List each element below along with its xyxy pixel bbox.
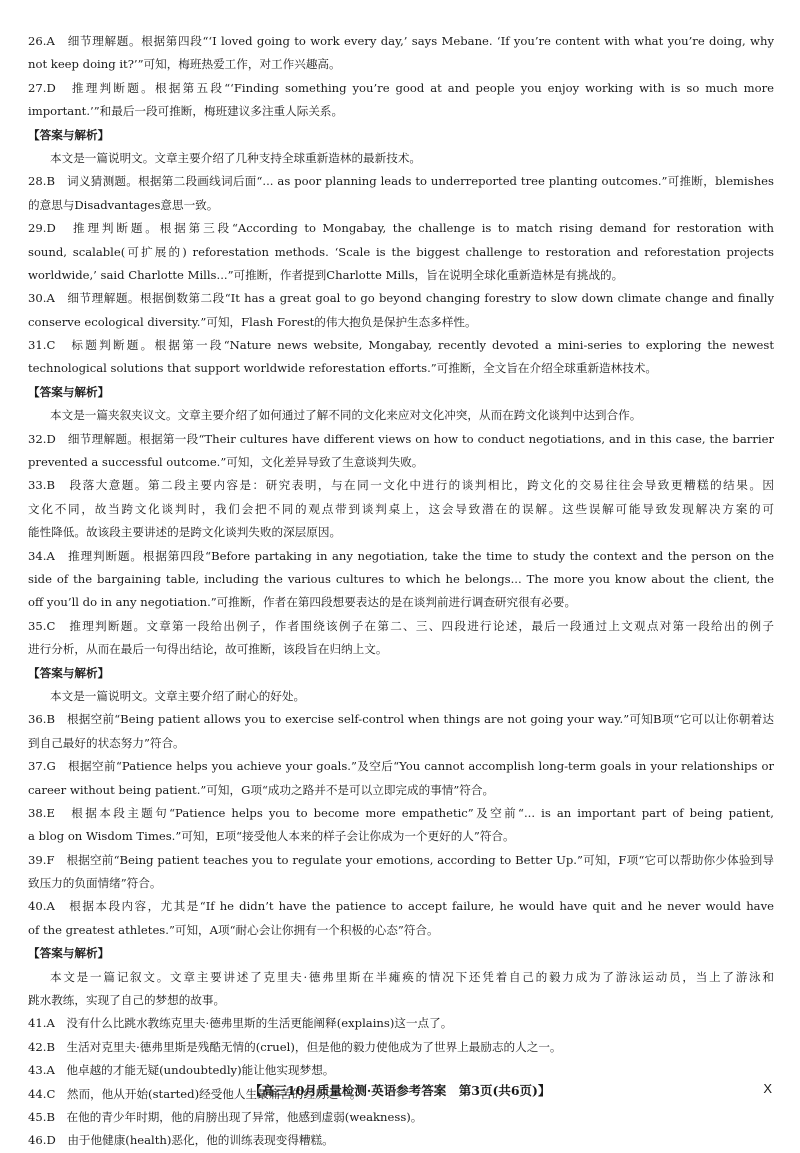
text-line: 27.D 推理判断题。根据第五段“‘Finding something you’re good at and people you enjoy working with is so much more: [28, 80, 774, 95]
section-header: 【答案与解析】: [28, 946, 110, 961]
section-header: 【答案与解析】: [28, 665, 110, 680]
text-line: 跳水教练，实现了自己的梦想的故事。: [28, 993, 226, 1008]
text-line: important.’”和最后一段可推断，梅班建议多注重人际关系。: [28, 104, 344, 119]
text-line: 29.D 推理判断题。根据第三段“According to Mongabay, the challenge is to match rising demand for restoration with: [28, 221, 774, 236]
text-line: 35.C 推理判断题。文章第一段给出例子，作者围绕该例子在第二、三、四段进行论述，最后一段通过上文观点对第一段给出的例子: [28, 618, 774, 633]
text-line: 的意思与Disadvantages意思一致。: [28, 197, 219, 212]
text-line: not keep doing it?’”可知，梅班热爱工作，对工作兴趣高。: [28, 57, 341, 72]
text-line: 40.A 根据本段内容，尤其是“If he didn’t have the patience to accept failure, he would have quit and he never would have: [28, 899, 774, 914]
text-line: worldwide,’ said Charlotte Mills...”可推断，作者提到Charlotte Mills，旨在说明全球化重新造林是有挑战的。: [28, 267, 624, 282]
text-line: prevented a successful outcome.”可知，文化差异导致了生意谈判失败。: [28, 455, 424, 470]
text-line: 30.A 细节理解题。根据倒数第二段“It has a great goal to go beyond changing forestry to slow down climate change and finally: [28, 291, 774, 306]
section-header: 【答案与解析】: [28, 127, 110, 142]
text-line: 33.B 段落大意题。第二段主要内容是：研究表明，与在同一文化中进行的谈判相比，跨文化的交易往往会导致更糟糕的结果。因: [28, 478, 774, 493]
text-line: technological solutions that support worldwide reforestation efforts.”可推断，全文旨在介绍全球重新造林技术。: [28, 361, 658, 376]
text-line: 45.B 在他的青少年时期，他的肩膀出现了异常，他感到虚弱(weakness)。: [28, 1109, 423, 1124]
text-line: 本文是一篇夹叙夹议文。文章主要介绍了如何通过了解不同的文化来应对文化冲突，从而在跨文化谈判中达到合作。: [50, 408, 642, 423]
text-line: 46.D 由于他健康(health)恶化，他的训练表现变得糟糕。: [28, 1133, 334, 1148]
text-line: 能性降低。故该段主要讲述的是跨文化谈判失败的深层原因。: [28, 525, 342, 540]
page-footer: 【高三10月质量检测·英语参考答案 第3页(共6页)】: [249, 1083, 551, 1098]
text-line: 36.B 根据空前“Being patient allows you to exercise self-control when things are not going your way.”可知B项“它可以让你朝着达: [28, 712, 774, 727]
text-line: 致压力的负面情绪”符合。: [28, 876, 162, 891]
text-line: 34.A 推理判断题。根据第四段“Before partaking in any negotiation, take the time to study the context and the person on the: [28, 548, 774, 563]
text-line: conserve ecological diversity.”可知，Flash Forest的伟大抱负是保护生态多样性。: [28, 314, 477, 329]
text-line: 本文是一篇记叙文。文章主要讲述了克里夫·德弗里斯在半瘫痪的情况下还凭着自己的毅力成为了游泳运动员，当上了游泳和: [50, 969, 774, 984]
text-line: a blog on Wisdom Times.”可知，E项“接受他人本来的样子会让你成为一个更好的人”符合。: [28, 829, 515, 844]
text-line: 41.A 没有什么比跳水教练克里夫·德弗里斯的生活更能阐释(explains)这一点了。: [28, 1016, 453, 1031]
text-line: 本文是一篇说明文。文章主要介绍了耐心的好处。: [50, 688, 306, 703]
text-line: of the greatest athletes.”可知，A项“耐心会让你拥有一个积极的心态”符合。: [28, 922, 439, 937]
text-line: off you’ll do in any negotiation.”可推断，作者在第四段想要表达的是在谈判前进行调查研究很有必要。: [28, 595, 577, 610]
text-line: side of the bargaining table, including the various cultures to which he belongs... The more you know about the client, the: [28, 571, 774, 586]
text-line: 44.C 然而，他从开始(started)经受他人生最痛苦的经历之一。: [28, 1086, 362, 1101]
answer-document: [28, 30, 774, 1153]
text-line: 39.F 根据空前“Being patient teaches you to regulate your emotions, according to Better Up.”可知，F项“它可以帮助你少体验到导: [28, 852, 774, 867]
text-line: 32.D 细节理解题。根据第一段“Their cultures have different views on how to conduct negotiations, and in this case, the barrier: [28, 431, 774, 446]
text-line: 28.B 词义猜测题。根据第二段画线词后面“... as poor planning leads to underreported tree planting outcomes.”可推断，blemishes: [28, 174, 774, 189]
section-header: 【答案与解析】: [28, 384, 110, 399]
footer-mark: X: [763, 1081, 772, 1096]
text-line: 本文是一篇说明文。文章主要介绍了几种支持全球重新造林的最新技术。: [50, 150, 422, 165]
text-line: 38.E 根据本段主题句“Patience helps you to become more empathetic”及空前“... is an important part of being patient,: [28, 805, 774, 820]
text-line: 文化不同，故当跨文化谈判时，我们会把不同的观点带到谈判桌上，这会导致潜在的误解。这些误解可能导致发现解决方案的可: [28, 501, 774, 516]
text-line: 进行分析，从而在最后一句得出结论，故可推断，该段旨在归纳上文。: [28, 642, 388, 657]
text-line: 43.A 他卓越的才能无疑(undoubtedly)能让他实现梦想。: [28, 1063, 335, 1078]
text-line: 37.G 根据空前“Patience helps you achieve your goals.”及空后“You cannot accomplish long-term goals in your relationships or: [28, 759, 774, 774]
text-line: 31.C 标题判断题。根据第一段“Nature news website, Mongabay, recently devoted a mini-series to exploring the newest: [28, 338, 774, 353]
text-line: sound, scalable(可扩展的) reforestation methods. ‘Scale is the biggest challenge to restoration and reforestation projects: [28, 244, 774, 259]
text-line: 26.A 细节理解题。根据第四段“‘I loved going to work every day,’ says Mebane. ‘If you’re content with what you’re doing, why: [28, 34, 774, 48]
text-line: career without being patient.”可知，G项“成功之路并不是可以立即完成的事情”符合。: [28, 782, 495, 797]
text-line: 到自己最好的状态努力”符合。: [28, 735, 185, 750]
text-line: 42.B 生活对克里夫·德弗里斯是残酷无情的(cruel)，但是他的毅力使他成为了世界上最励志的人之一。: [28, 1039, 562, 1054]
